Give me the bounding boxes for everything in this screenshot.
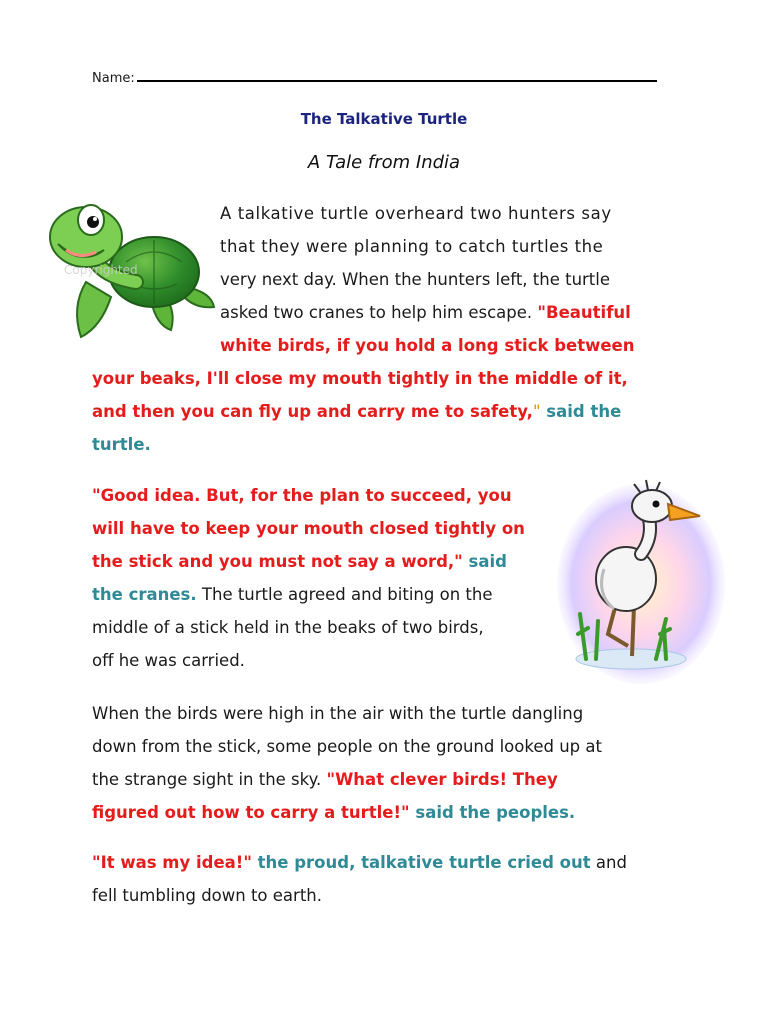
attribution-text: turtle. xyxy=(92,435,151,454)
text-line: off he was carried. xyxy=(92,651,245,670)
speech-text: "It was my idea!" xyxy=(92,853,252,872)
narration-text: the strange sight in the sky. xyxy=(92,770,327,789)
crane-icon xyxy=(556,474,726,684)
speech-text: "What clever birds! They xyxy=(326,770,558,789)
narration-text: The turtle agreed and biting on the xyxy=(196,585,493,604)
attribution-text: the cranes. xyxy=(92,585,197,604)
quote-mark: " xyxy=(532,402,541,421)
name-blank-line[interactable] xyxy=(137,70,657,82)
text-line xyxy=(92,796,680,829)
text-line: fell tumbling down to earth. xyxy=(92,886,322,905)
text-line xyxy=(92,395,680,428)
attribution-text: said xyxy=(462,552,507,571)
text-line xyxy=(220,296,676,329)
text-line: A talkative turtle overheard two hunters say xyxy=(220,204,612,223)
text-line: middle of a stick held in the beaks of two birds, xyxy=(92,618,484,637)
name-field xyxy=(92,70,657,86)
speech-text: figured out how to carry a turtle!" xyxy=(92,803,410,822)
text-line: When the birds were high in the air with the turtle dangling xyxy=(92,704,584,723)
page-title: The Talkative Turtle xyxy=(300,110,468,128)
attribution-text: the proud, talkative turtle cried out xyxy=(251,853,591,872)
text-line: very next day. When the hunters left, the turtle xyxy=(220,270,611,289)
text-line xyxy=(92,578,548,611)
narration-text: and xyxy=(590,853,627,872)
text-line xyxy=(92,846,680,879)
text-line: down from the stick, some people on the ground looked up at xyxy=(92,737,602,756)
turtle-icon xyxy=(36,192,216,342)
paragraph-1 xyxy=(220,197,676,362)
speech-text: "Beautiful xyxy=(537,303,631,322)
text-line xyxy=(92,545,548,578)
speech-text: white birds, if you hold a long stick between xyxy=(220,336,635,355)
speech-text: the stick and you must not say a word," xyxy=(92,552,463,571)
narration-text: asked two cranes to help him escape. xyxy=(220,303,538,322)
svg-text:Copyrighted: Copyrighted xyxy=(64,263,138,277)
attribution-text: said the peoples. xyxy=(409,803,576,822)
speech-text: "Good idea. But, for the plan to succeed, you xyxy=(92,486,512,505)
name-label: Name: xyxy=(92,71,135,86)
text-line: that they were planning to catch turtles the xyxy=(220,237,604,256)
speech-text: and then you can fly up and carry me to safety, xyxy=(92,402,533,421)
text-line xyxy=(92,763,680,796)
paragraph-2 xyxy=(92,479,548,677)
paragraph-1-continued xyxy=(92,362,680,461)
page-subtitle: A Tale from India xyxy=(307,152,461,173)
paragraph-4 xyxy=(92,846,680,912)
attribution-text: said the xyxy=(540,402,622,421)
paragraph-3 xyxy=(92,697,680,829)
speech-text: will have to keep your mouth closed tightly on xyxy=(92,519,525,538)
speech-text: your beaks, I'll close my mouth tightly in the middle of it, xyxy=(92,369,628,388)
